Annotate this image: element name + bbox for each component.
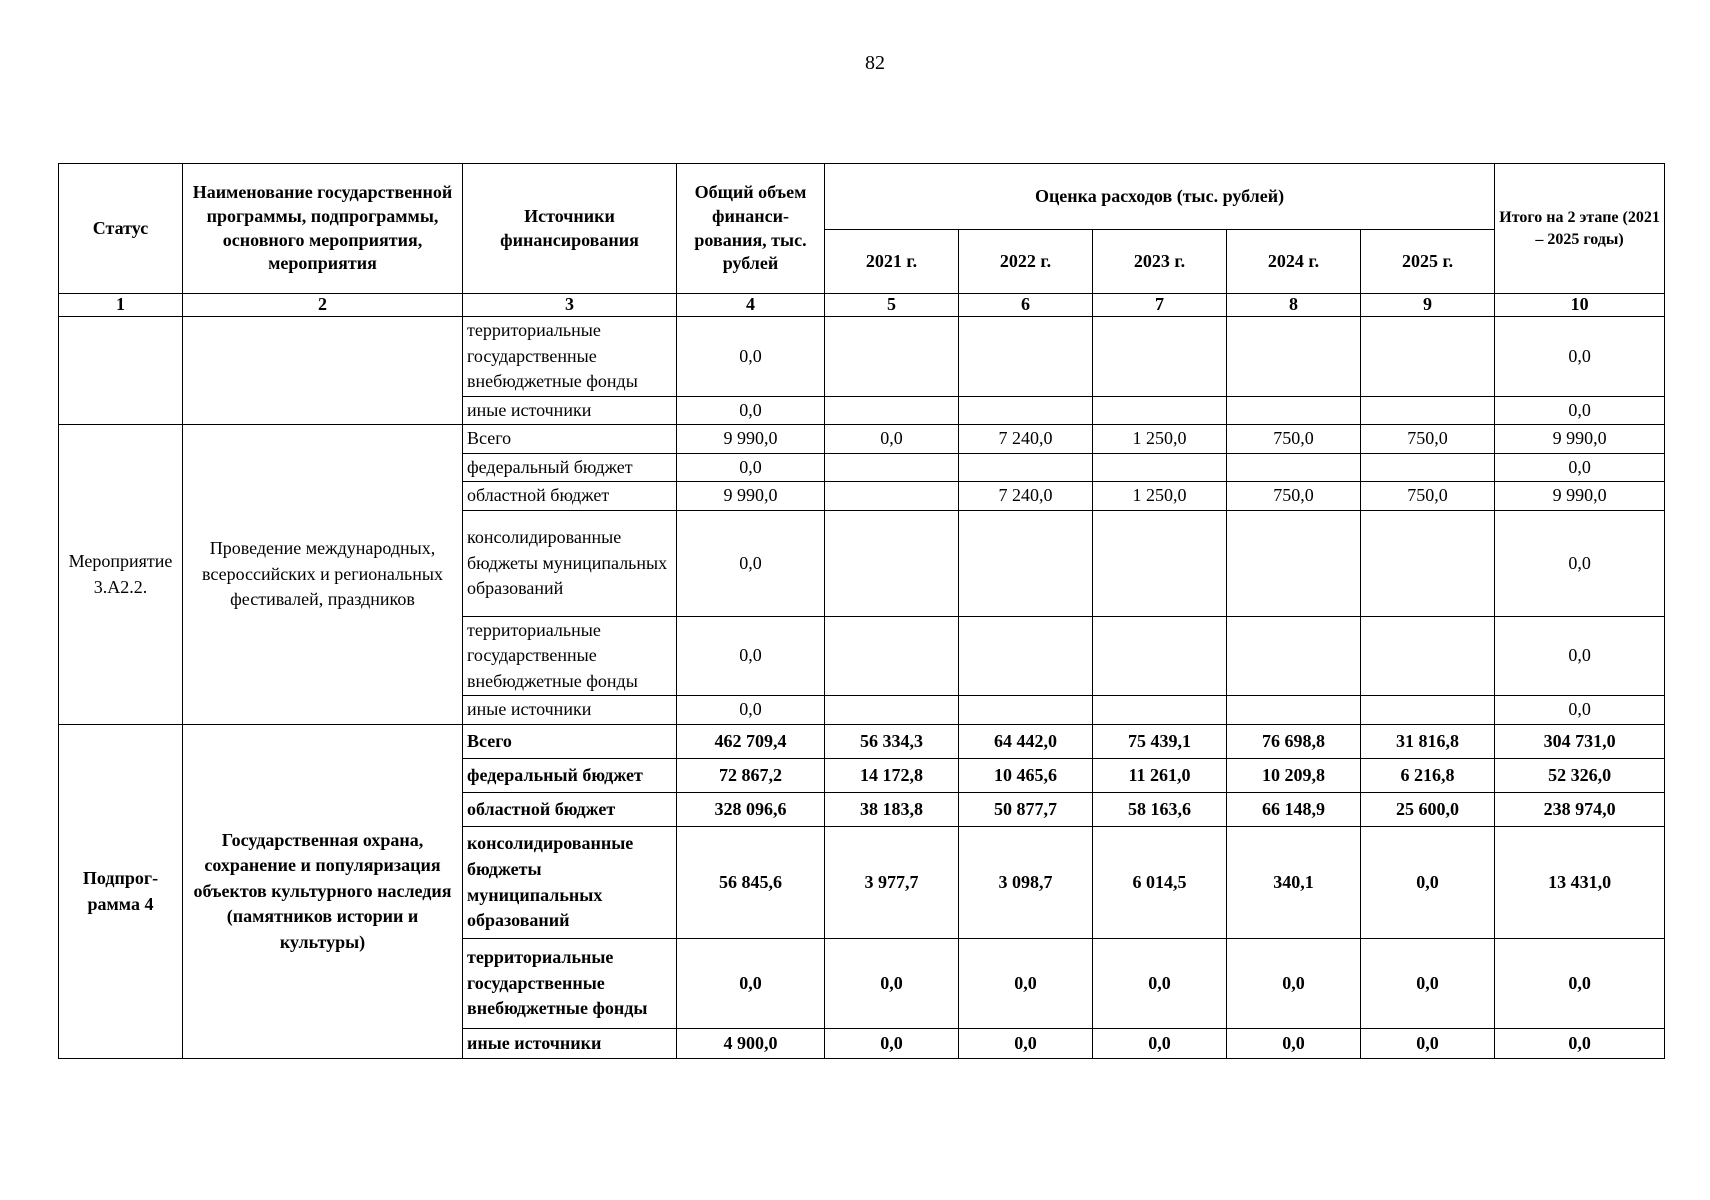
year-cell: 11 261,0: [1093, 759, 1227, 793]
table-row: [59, 725, 1665, 759]
column-number: 8: [1227, 294, 1361, 317]
source-cell: территориальные государственные внебюджетные фонды: [463, 616, 677, 696]
stage-total-cell: 0,0: [1495, 317, 1665, 397]
source-cell: иные источники: [463, 696, 677, 725]
year-cell: 0,0: [1361, 827, 1495, 939]
name-cell: Государственная охрана, сохранение и популяризация объектов культурного наследия (памятников истории и культуры): [183, 725, 463, 1059]
source-cell: иные источники: [463, 1029, 677, 1059]
column-number: 3: [463, 294, 677, 317]
year-cell: 0,0: [825, 425, 959, 454]
year-cell: 0,0: [1361, 1029, 1495, 1059]
year-cell: 66 148,9: [1227, 793, 1361, 827]
year-cell: 10 465,6: [959, 759, 1093, 793]
header-year: 2023 г.: [1093, 230, 1227, 294]
year-cell: [959, 696, 1093, 725]
header-year: 2025 г.: [1361, 230, 1495, 294]
year-cell: 0,0: [1227, 939, 1361, 1029]
source-cell: Всего: [463, 725, 677, 759]
source-cell: областной бюджет: [463, 482, 677, 511]
source-cell: территориальные государственные внебюджетные фонды: [463, 939, 677, 1029]
year-cell: [1361, 453, 1495, 482]
stage-total-cell: 0,0: [1495, 510, 1665, 616]
year-cell: [959, 453, 1093, 482]
column-number: 6: [959, 294, 1093, 317]
year-cell: [1227, 317, 1361, 397]
year-cell: [825, 696, 959, 725]
year-cell: 58 163,6: [1093, 793, 1227, 827]
year-cell: [1227, 696, 1361, 725]
column-number: 7: [1093, 294, 1227, 317]
year-cell: 750,0: [1361, 482, 1495, 511]
year-cell: 64 442,0: [959, 725, 1093, 759]
year-cell: [959, 317, 1093, 397]
year-cell: [1227, 616, 1361, 696]
year-cell: [1093, 453, 1227, 482]
year-cell: 0,0: [959, 1029, 1093, 1059]
total-cell: 0,0: [677, 396, 825, 425]
year-cell: 50 877,7: [959, 793, 1093, 827]
year-cell: 0,0: [825, 1029, 959, 1059]
name-cell: Проведение международных, всероссийских и региональных фестивалей, праздников: [183, 425, 463, 725]
year-cell: 7 240,0: [959, 425, 1093, 454]
year-cell: [825, 510, 959, 616]
year-cell: 0,0: [1093, 939, 1227, 1029]
header-total: Общий объем финанси-рования, тыс. рублей: [677, 164, 825, 294]
year-cell: [1361, 696, 1495, 725]
year-cell: 25 600,0: [1361, 793, 1495, 827]
source-cell: федеральный бюджет: [463, 453, 677, 482]
stage-total-cell: 9 990,0: [1495, 482, 1665, 511]
year-cell: 7 240,0: [959, 482, 1093, 511]
header-status: Статус: [59, 164, 183, 294]
year-cell: [1227, 510, 1361, 616]
table-row: [59, 425, 1665, 454]
column-number: 4: [677, 294, 825, 317]
stage-total-cell: 0,0: [1495, 453, 1665, 482]
stage-total-cell: 9 990,0: [1495, 425, 1665, 454]
year-cell: [825, 482, 959, 511]
name-cell: [183, 317, 463, 425]
header-stage-total: Итого на 2 этапе (2021 – 2025 годы): [1495, 164, 1665, 294]
stage-total-cell: 0,0: [1495, 1029, 1665, 1059]
financing-table: [58, 163, 1665, 1059]
status-cell: Мероприятие 3.А2.2.: [59, 425, 183, 725]
total-cell: 328 096,6: [677, 793, 825, 827]
year-cell: 10 209,8: [1227, 759, 1361, 793]
year-cell: [1227, 396, 1361, 425]
status-cell: Подпрог-рамма 4: [59, 725, 183, 1059]
year-cell: 31 816,8: [1361, 725, 1495, 759]
year-cell: [1093, 510, 1227, 616]
source-cell: иные источники: [463, 396, 677, 425]
column-number-row: [59, 294, 1665, 317]
total-cell: 0,0: [677, 317, 825, 397]
stage-total-cell: 0,0: [1495, 939, 1665, 1029]
header-sources: Источники финансирования: [463, 164, 677, 294]
header-year: 2024 г.: [1227, 230, 1361, 294]
stage-total-cell: 0,0: [1495, 696, 1665, 725]
column-number: 9: [1361, 294, 1495, 317]
year-cell: [1361, 616, 1495, 696]
year-cell: 1 250,0: [1093, 482, 1227, 511]
year-cell: 750,0: [1361, 425, 1495, 454]
year-cell: 0,0: [1093, 1029, 1227, 1059]
year-cell: 3 098,7: [959, 827, 1093, 939]
total-cell: 0,0: [677, 510, 825, 616]
source-cell: консолидированные бюджеты муниципальных образований: [463, 510, 677, 616]
table-row: [59, 317, 1665, 397]
year-cell: 0,0: [825, 939, 959, 1029]
year-cell: [1361, 396, 1495, 425]
column-number: 2: [183, 294, 463, 317]
total-cell: 0,0: [677, 696, 825, 725]
year-cell: 56 334,3: [825, 725, 959, 759]
year-cell: 750,0: [1227, 425, 1361, 454]
year-cell: 0,0: [1227, 1029, 1361, 1059]
year-cell: 0,0: [959, 939, 1093, 1029]
year-cell: [1093, 696, 1227, 725]
total-cell: 4 900,0: [677, 1029, 825, 1059]
year-cell: [825, 453, 959, 482]
header-name: Наименование государственной программы, подпрограммы, основного мероприятия, мероприятия: [183, 164, 463, 294]
source-cell: Всего: [463, 425, 677, 454]
stage-total-cell: 0,0: [1495, 616, 1665, 696]
year-cell: 340,1: [1227, 827, 1361, 939]
total-cell: 9 990,0: [677, 482, 825, 511]
year-cell: [825, 396, 959, 425]
total-cell: 72 867,2: [677, 759, 825, 793]
year-cell: 38 183,8: [825, 793, 959, 827]
year-cell: 3 977,7: [825, 827, 959, 939]
status-cell: [59, 317, 183, 425]
year-cell: [1093, 396, 1227, 425]
total-cell: 462 709,4: [677, 725, 825, 759]
year-cell: 6 216,8: [1361, 759, 1495, 793]
year-cell: 6 014,5: [1093, 827, 1227, 939]
page-number: 82: [865, 52, 885, 74]
source-cell: федеральный бюджет: [463, 759, 677, 793]
header-year: 2021 г.: [825, 230, 959, 294]
year-cell: [1093, 616, 1227, 696]
year-cell: 76 698,8: [1227, 725, 1361, 759]
column-number: 10: [1495, 294, 1665, 317]
total-cell: 0,0: [677, 939, 825, 1029]
year-cell: [959, 396, 1093, 425]
column-number: 5: [825, 294, 959, 317]
source-cell: областной бюджет: [463, 793, 677, 827]
header-estimate: Оценка расходов (тыс. рублей): [825, 164, 1495, 230]
total-cell: 0,0: [677, 453, 825, 482]
stage-total-cell: 0,0: [1495, 396, 1665, 425]
column-number: 1: [59, 294, 183, 317]
year-cell: [959, 616, 1093, 696]
stage-total-cell: 13 431,0: [1495, 827, 1665, 939]
year-cell: [959, 510, 1093, 616]
year-cell: 1 250,0: [1093, 425, 1227, 454]
source-cell: консолидированные бюджеты муниципальных образований: [463, 827, 677, 939]
year-cell: [1361, 510, 1495, 616]
stage-total-cell: 304 731,0: [1495, 725, 1665, 759]
year-cell: 0,0: [1361, 939, 1495, 1029]
year-cell: [1227, 453, 1361, 482]
total-cell: 9 990,0: [677, 425, 825, 454]
header-year: 2022 г.: [959, 230, 1093, 294]
source-cell: территориальные государственные внебюджетные фонды: [463, 317, 677, 397]
year-cell: 14 172,8: [825, 759, 959, 793]
stage-total-cell: 52 326,0: [1495, 759, 1665, 793]
total-cell: 0,0: [677, 616, 825, 696]
year-cell: [825, 317, 959, 397]
total-cell: 56 845,6: [677, 827, 825, 939]
year-cell: 750,0: [1227, 482, 1361, 511]
year-cell: [825, 616, 959, 696]
year-cell: [1361, 317, 1495, 397]
year-cell: 75 439,1: [1093, 725, 1227, 759]
stage-total-cell: 238 974,0: [1495, 793, 1665, 827]
year-cell: [1093, 317, 1227, 397]
